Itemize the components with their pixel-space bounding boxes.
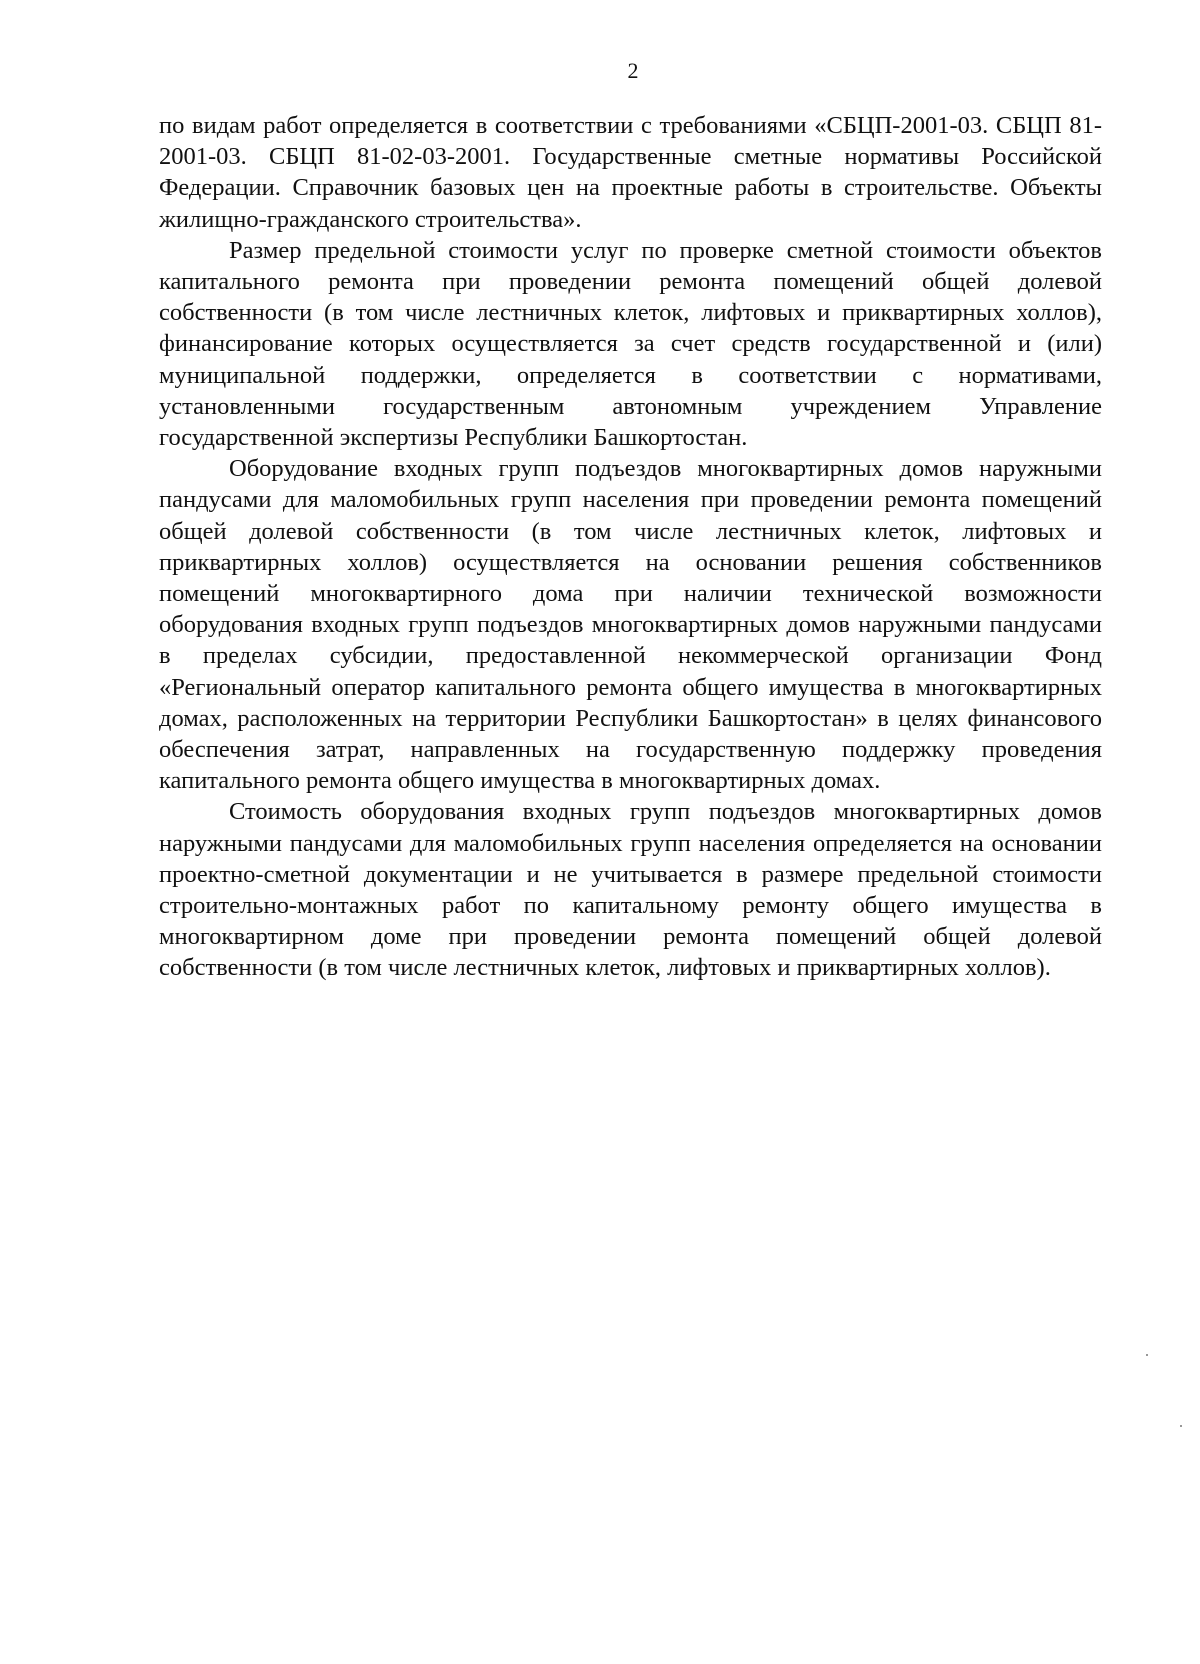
paragraph-continuation: по видам работ определяется в соответствии с требованиями «СБЦП-2001-03. СБЦП 81-2001-03. СБЦП 81-02-03-2001. Государственные сметные нормативы Российской Федерации. Справочник базовых цен на проектные работы в строительстве. Объекты жилищно-гражданского строительства». bbox=[159, 112, 1102, 233]
scan-speck bbox=[1146, 1354, 1148, 1356]
page-number: 2 bbox=[627, 58, 639, 83]
paragraph-ramp-cost: Стоимость оборудования входных групп подъездов многоквартирных домов наружными пандусами для маломобильных групп населения определяется на основании проектно-сметной документации и не учитывается в размере предельной стоимости строительно-монтажных работ по капитальному ремонту общего имущества в многоквартирном доме при проведении ремонта помещений общей долевой собственности (в том числе лестничных клеток, лифтовых и приквартирных холлов). bbox=[159, 798, 1102, 982]
scan-speck bbox=[1180, 1425, 1182, 1427]
paragraph-entrance-ramps: Оборудование входных групп подъездов многоквартирных домов наружными пандусами для маломобильных групп населения при проведении ремонта помещений общей долевой собственности (в том числе лестничных клеток, лифтовых и приквартирных холлов) осуществляется на основании решения собственников помещений многоквартирного дома при наличии технической возможности оборудования входных групп подъездов многоквартирных домов наружными пандусами в пределах субсидии, предоставленной некоммерческой организации Фонд «Региональный оператор капитального ремонта общего имущества в многоквартирных домах, расположенных на территории Республики Башкортостан» в целях финансового обеспечения затрат, направленных на государственную поддержку проведения капитального ремонта общего имущества в многоквартирных домах. bbox=[159, 455, 1102, 795]
paragraph-service-cost-limit: Размер предельной стоимости услуг по проверке сметной стоимости объектов капитального ремонта при проведении ремонта помещений общей долевой собственности (в том числе лестничных клеток, лифтовых и приквартирных холлов), финансирование которых осуществляется за счет средств государственной и (или) муниципальной поддержки, определяется в соответствии с нормативами, установленными государственным автономным учреждением Управление государственной экспертизы Республики Башкортостан. bbox=[159, 236, 1102, 452]
document-body bbox=[159, 110, 1102, 984]
